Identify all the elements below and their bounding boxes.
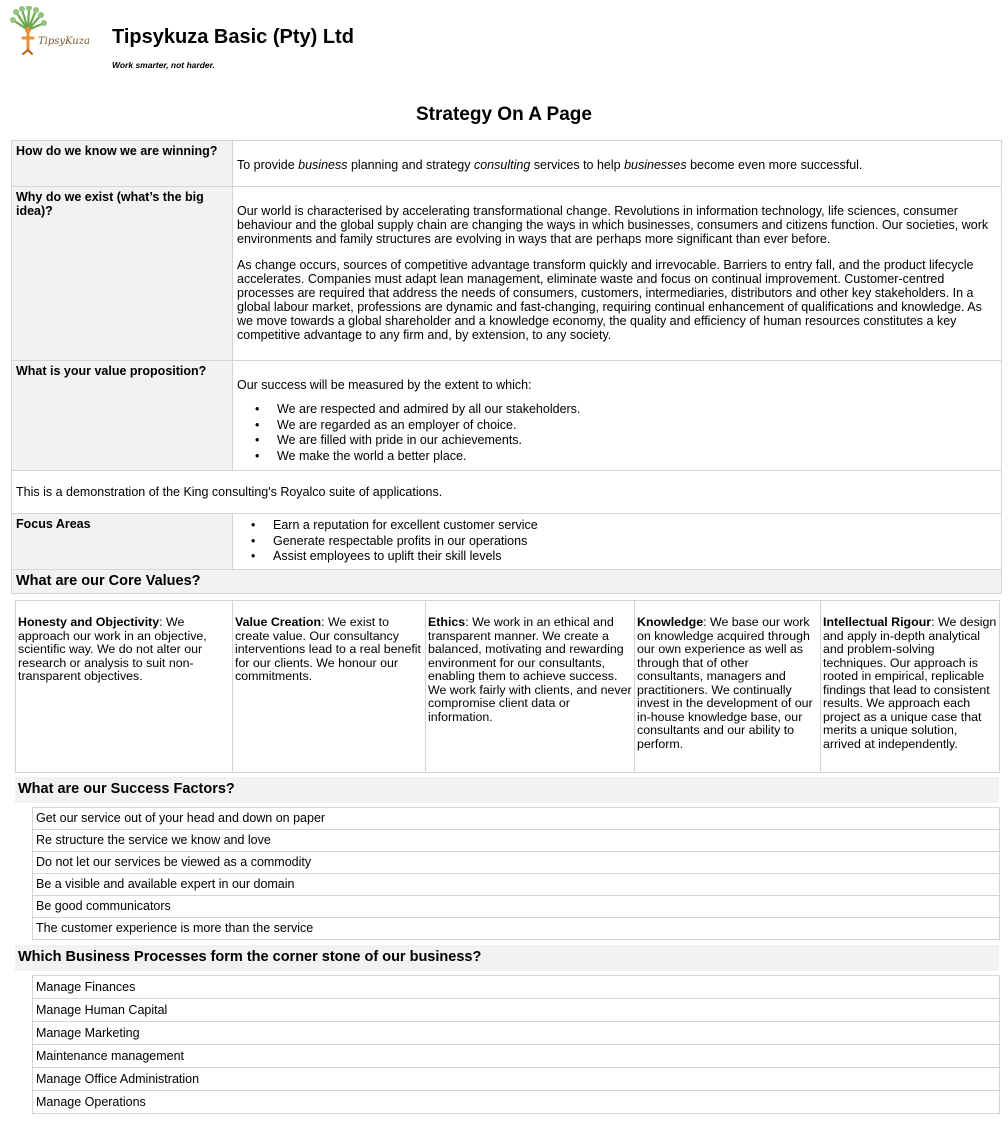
row-demo-note xyxy=(12,471,1002,514)
core-value-title: Value Creation xyxy=(235,615,322,629)
business-process: Manage Operations xyxy=(33,1091,1000,1114)
company-name: Tipsykuza Basic (Pty) Ltd xyxy=(112,26,354,48)
core-value-text: : We base our work on knowledge acquired through our own experience as well as through that of other consultants, managers and practitioners. We continually invest in the development of our in-house knowledge base, our consultants and our ability to perform. xyxy=(637,615,813,751)
row-focus-areas xyxy=(12,514,1002,570)
core-value-text: : We design and apply in-depth analytical and problem-solving techniques. Our approach is rooted in empirical, replicable findings that lead to consistent results. We approach each project as a unique case that merits a unique solution, arrived at independently. xyxy=(823,615,997,751)
core-values-heading: What are our Core Values? xyxy=(12,569,1002,593)
list-item: • We make the world a better place. xyxy=(237,449,997,465)
core-value-title: Intellectual Rigour xyxy=(823,615,932,629)
core-value-text: : We work in an ethical and transparent manner. We create a balanced, motivating and rewarding environment for our consultants, enabling them to achieve success. We work fairly with clients, and never compromise client data or information. xyxy=(428,615,632,724)
logo-wordmark: TipsyKuza xyxy=(38,36,90,47)
answer-text: become even more successful. xyxy=(686,158,863,172)
table-row xyxy=(33,896,1000,918)
table-row xyxy=(33,852,1000,874)
core-values-row xyxy=(16,601,1000,773)
company-tagline: Work smarter, not harder. xyxy=(112,60,215,70)
core-value-title: Ethics xyxy=(428,615,466,629)
business-process: Manage Finances xyxy=(33,976,1000,999)
business-processes-heading: Which Business Processes form the corner stone of our business? xyxy=(15,945,999,971)
core-value-title: Knowledge xyxy=(637,615,704,629)
core-values-table xyxy=(15,600,1000,773)
page-title: Strategy On A Page xyxy=(416,104,592,125)
answer-value-proposition xyxy=(233,361,1002,471)
answer-emphasis: consulting xyxy=(473,158,531,172)
question-winning: How do we know we are winning? xyxy=(12,141,233,187)
answer-emphasis: business xyxy=(298,158,348,172)
document-header xyxy=(10,6,610,76)
tipsykuza-logo xyxy=(10,6,102,56)
list-item: • We are regarded as an employer of choice. xyxy=(237,418,997,434)
table-row xyxy=(33,976,1000,999)
success-factor: Re structure the service we know and love xyxy=(33,830,1000,852)
core-value-title: Honesty and Objectivity xyxy=(18,615,160,629)
table-row xyxy=(33,999,1000,1022)
list-item: • We are respected and admired by all our stakeholders. xyxy=(237,402,997,418)
list-item: • Generate respectable profits in our operations xyxy=(233,534,997,550)
core-value-text: : We approach our work in an objective, scientific way. We do not alter our research or analysis to suit non-transparent objectives. xyxy=(18,615,207,683)
answer-text: To provide xyxy=(237,158,299,172)
success-factor: Get our service out of your head and down on paper xyxy=(33,808,1000,830)
business-process: Maintenance management xyxy=(33,1045,1000,1068)
question-focus-areas: Focus Areas xyxy=(12,514,233,570)
strategy-table xyxy=(11,140,1002,594)
question-value-proposition: What is your value proposition? xyxy=(12,361,233,471)
answer-text: services to help xyxy=(530,158,625,172)
success-factors-heading: What are our Success Factors? xyxy=(15,777,999,803)
success-factor: The customer experience is more than the service xyxy=(33,918,1000,940)
success-factor: Be good communicators xyxy=(33,896,1000,918)
answer-why-exist xyxy=(233,187,1002,361)
business-process: Manage Human Capital xyxy=(33,999,1000,1022)
core-value-cell xyxy=(426,601,635,773)
table-row xyxy=(33,918,1000,940)
row-why-exist xyxy=(12,187,1002,361)
core-value-text: : We exist to create value. Our consultancy interventions lead to a real benefit for our clients. We honour our commitments. xyxy=(235,615,421,683)
table-row xyxy=(33,1068,1000,1091)
table-row xyxy=(33,1045,1000,1068)
answer-emphasis: businesses xyxy=(624,158,687,172)
value-prop-intro: Our success will be measured by the extent to which: xyxy=(237,378,532,392)
list-item: • We are filled with pride in our achievements. xyxy=(237,433,997,449)
row-winning xyxy=(12,141,1002,187)
business-processes-table xyxy=(32,975,1000,1114)
success-factors-table xyxy=(32,807,1000,940)
value-prop-list xyxy=(237,402,997,464)
success-factor: Do not let our services be viewed as a commodity xyxy=(33,852,1000,874)
table-row xyxy=(33,830,1000,852)
row-core-values-heading xyxy=(12,569,1002,593)
list-item: • Earn a reputation for excellent customer service xyxy=(233,518,997,534)
table-row xyxy=(33,808,1000,830)
business-process: Manage Office Administration xyxy=(33,1068,1000,1091)
core-value-cell xyxy=(16,601,233,773)
focus-list xyxy=(233,518,997,565)
demo-note: This is a demonstration of the King consulting's Royalco suite of applications. xyxy=(12,471,1002,514)
core-value-cell xyxy=(233,601,426,773)
paragraph: Our world is characterised by accelerating transformational change. Revolutions in information technology, life sciences, consumer behaviour and the global supply chain are changing the ways in which businesses, consumers and citizens function. Our societies, work environments and family structures are evolving in ways that are perhaps more significant than ever before. xyxy=(237,204,989,246)
paragraph: As change occurs, sources of competitive advantage transform quickly and irrevocable. Barriers to entry fall, and the product lifecycle accelerates. Companies must adapt lean management, eliminate waste and focus on continual improvement. Customer-centred processes are required that address the needs of consumers, customers, intermediaries, distributors and other key stakeholders. In a global labour market, professions are dynamic and fast-changing, requiring continual enhancement of qualifications and knowledge. As we move towards a global shareholder and a knowledge economy, the quality and efficiency of human resources constitutes a key competitive advantage to any firm and, by extension, to any society. xyxy=(237,258,982,342)
success-factor: Be a visible and available expert in our domain xyxy=(33,874,1000,896)
answer-winning xyxy=(233,141,1002,187)
table-row xyxy=(33,1022,1000,1045)
question-why-exist: Why do we exist (what’s the big idea)? xyxy=(12,187,233,361)
answer-text: planning and strategy xyxy=(347,158,474,172)
list-item: • Assist employees to uplift their skill levels xyxy=(233,549,997,565)
answer-focus-areas xyxy=(233,514,1002,570)
core-value-cell xyxy=(635,601,821,773)
table-row xyxy=(33,874,1000,896)
business-process: Manage Marketing xyxy=(33,1022,1000,1045)
table-row xyxy=(33,1091,1000,1114)
row-value-proposition xyxy=(12,361,1002,471)
core-value-cell xyxy=(821,601,1000,773)
